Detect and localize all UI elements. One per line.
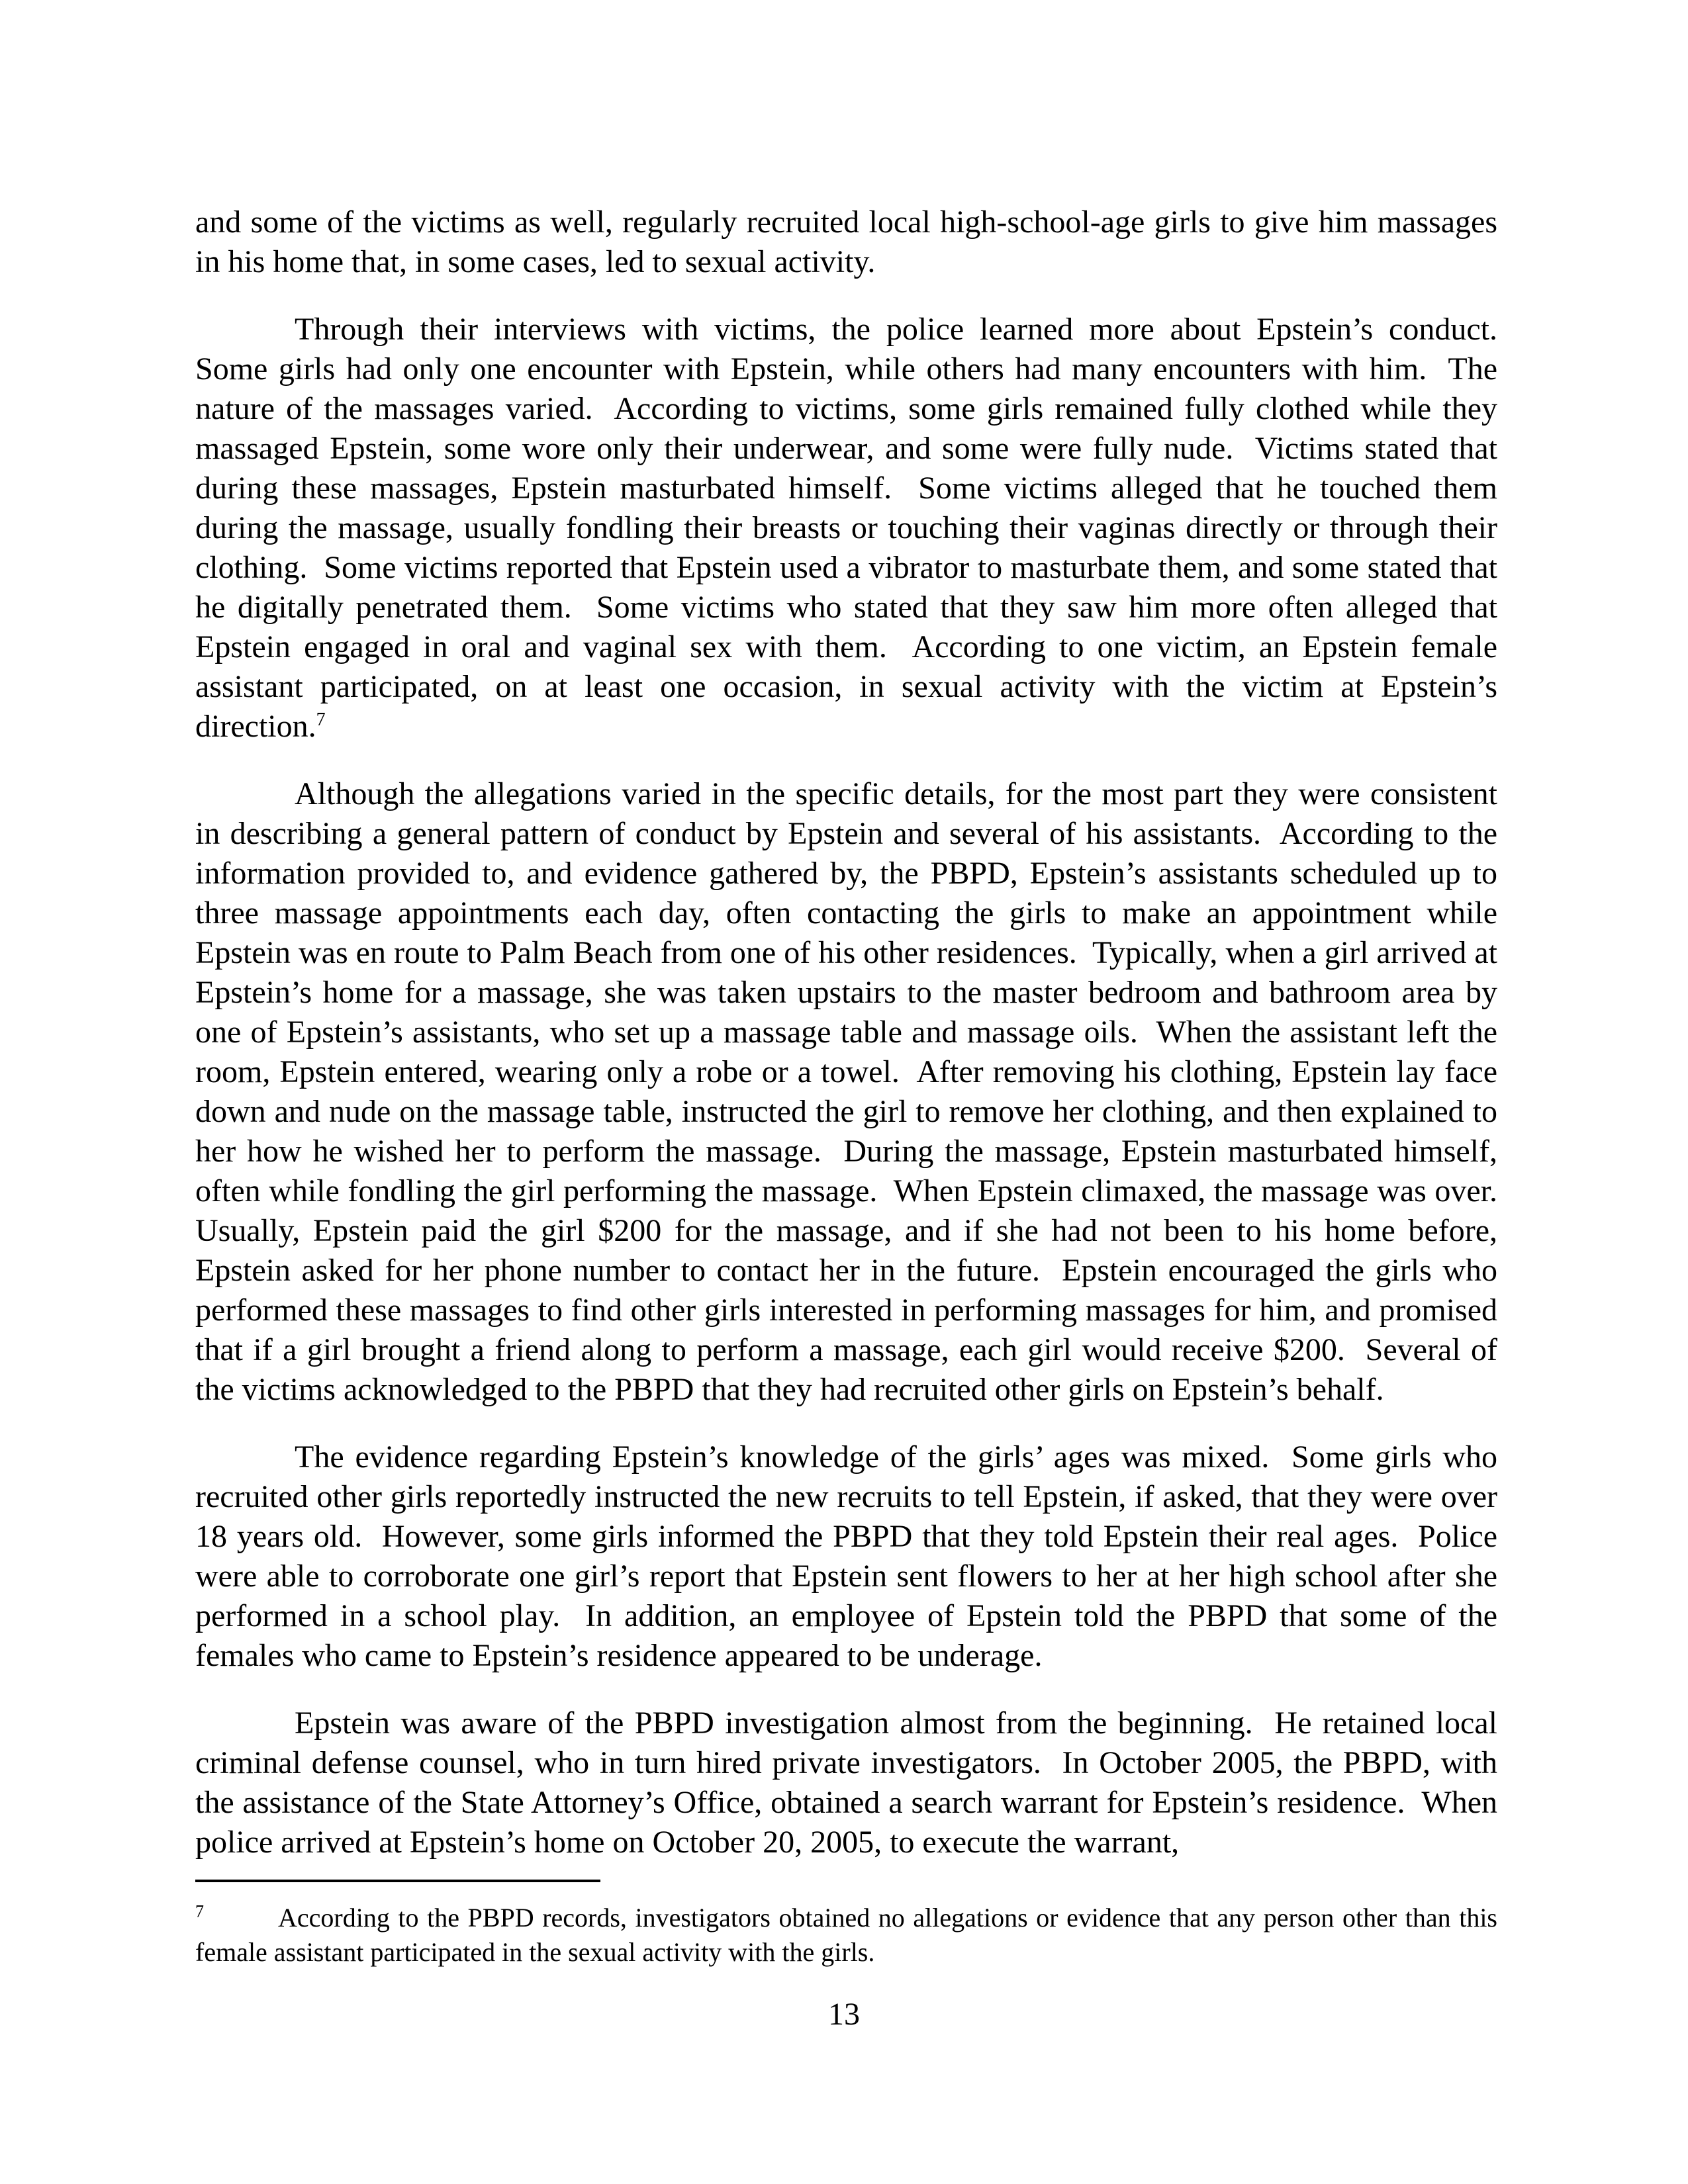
footnote-reference: 7: [316, 709, 326, 730]
document-body: [195, 203, 1513, 1890]
body-paragraph: [195, 203, 1505, 282]
body-paragraph: [195, 1437, 1505, 1676]
body-paragraph: [195, 774, 1513, 1410]
paragraph-text: Through their interviews with victims, the police learned more about Epstein’s conduct. Some girls had only one encounter with Epstein, while others had many encounters with him. The nature of the massages varied. According to victims, some girls remained fully clothed while they massaged Epstein, some wore only their underwear, and some were fully nude. Victims stated that during these massages, Epstein masturbated himself. Some victims alleged that he touched them during the massage, usually fondling their breasts or touching their vaginas directly or through their clothing. Some victims reported that Epstein used a vibrator to masturbate them, and some stated that he digitally penetrated them. Some victims who stated that they saw him more often alleged that Epstein engaged in oral and vaginal sex with them. According to one victim, an Epstein female assistant participated, on at least one occasion, in sexual activity with the victim at Epstein’s direction.: [195, 312, 1513, 744]
footnote-marker: 7: [195, 1901, 204, 1921]
paragraph-text: The evidence regarding Epstein’s knowledge of the girls’ ages was mixed. Some girls who recruited other girls reportedly instructed the new recruits to tell Epstein, if asked, that they were over 18 years old. However, some girls informed the PBPD that they told Epstein their real ages. Police were able to corroborate one girl’s report that Epstein sent flowers to her at her high school after she performed in a school play. In addition, an employee of Epstein told the PBPD that some of the females who came to Epstein’s residence appeared to be underage.: [195, 1439, 1505, 1673]
body-paragraph: [195, 1704, 1505, 1862]
footnote-text: According to the PBPD records, investigators obtained no allegations or evidence that any person other than this female assistant participated in the sexual activity with the girls.: [195, 1903, 1504, 1967]
paragraph-text: Epstein was aware of the PBPD investigation almost from the beginning. He retained local criminal defense counsel, who in turn hired private investigators. In October 2005, the PBPD, with the assistance of the State Attorney’s Office, obtained a search warrant for Epstein’s residence. When police arrived at Epstein’s home on October 20, 2005, to execute the warrant,: [195, 1706, 1505, 1860]
footnote: [195, 1901, 1504, 1970]
footnote-separator: [195, 1880, 600, 1882]
body-paragraph: [195, 310, 1513, 747]
page-number: 13: [828, 1997, 860, 2032]
paragraph-text: Although the allegations varied in the specific details, for the most part they were consistent in describing a general pattern of conduct by Epstein and several of his assistants. According to the information provided to, and evidence gathered by, the PBPD, Epstein’s assistants scheduled up to three massage appointments each day, often contacting the girls to make an appointment while Epstein was en route to Palm Beach from one of his other residences. Typically, when a girl arrived at Epstein’s home for a massage, she was taken upstairs to the master bedroom and bathroom area by one of Epstein’s assistants, who set up a massage table and massage oils. When the assistant left the room, Epstein entered, wearing only a robe or a towel. After removing his clothing, Epstein lay face down and nude on the massage table, instructed the girl to remove her clothing, and then explained to her how he wished her to perform the massage. During the massage, Epstein masturbated himself, often while fondling the girl performing the massage. When Epstein climaxed, the massage was over. Usually, Epstein paid the girl $200 for the massage, and if she had not been to his home before, Epstein asked for her phone number to contact her in the future. Epstein encouraged the girls who performed these massages to find other girls interested in performing massages for him, and promised that if a girl brought a friend along to perform a massage, each girl would receive $200. Several of the victims acknowledged to the PBPD that they had recruited other girls on Epstein’s behalf.: [195, 776, 1513, 1407]
paragraph-text: and some of the victims as well, regularly recruited local high-school-age girls to give him massages in his home that, in some cases, led to sexual activity.: [195, 205, 1505, 279]
